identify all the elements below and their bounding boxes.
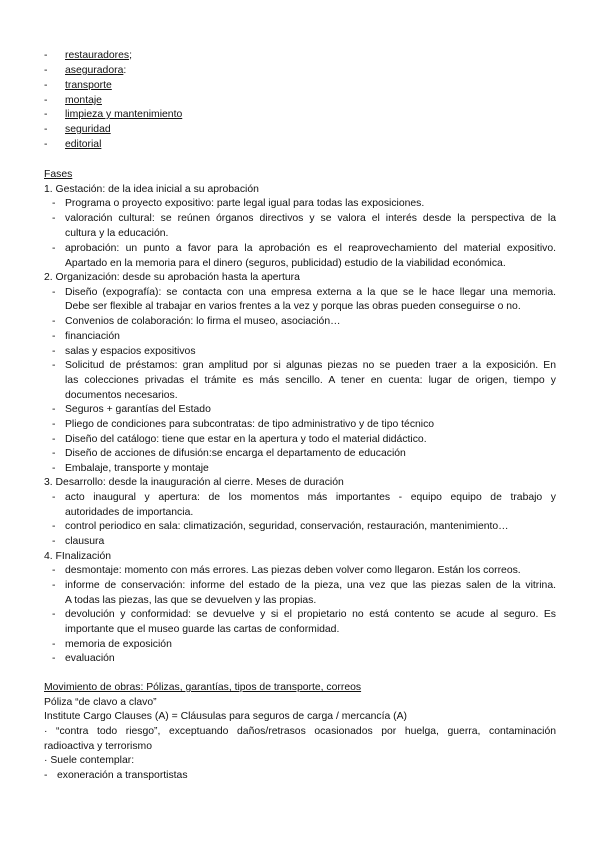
phase-title: 3. Desarrollo: desde la inauguración al cierre. Meses de duración [44, 477, 344, 488]
bullet-dash: - [52, 243, 56, 254]
list-item-label: aseguradora [65, 65, 124, 76]
phase-item-continuation: autoridades de importancia. [65, 507, 194, 518]
phase-item-continuation: las colecciones privadas el trámite es más sencillo. A tener en cuenta: lugar de origen, tiempo y [65, 375, 556, 386]
phase-item: informe de conservación: informe del estado de la pieza, una vez que las piezas salen de la vitrina. [65, 580, 556, 591]
phase-item: memoria de exposición [65, 639, 172, 650]
movimiento-heading: Movimiento de obras: Pólizas, garantías, tipos de transporte, correos [44, 682, 362, 693]
poliza-line: Póliza “de clavo a clavo” [44, 697, 157, 708]
bullet-dash: - [52, 653, 56, 664]
bullet-dash: - [52, 609, 56, 620]
phase-item-continuation: Apartado en la memoria para el dinero (seguros, publicidad) estudio de la viabilidad económica. [65, 258, 506, 269]
phase-item: Convenios de colaboración: lo firma el museo, asociación… [65, 316, 341, 327]
institute-line: Institute Cargo Clauses (A) = Cláusulas para seguros de carga / mercancía (A) [44, 711, 407, 722]
bullet-dash: - [52, 404, 56, 415]
list-item-label: montaje [65, 95, 102, 106]
suele-line: · Suele contemplar: [44, 755, 135, 766]
phase-item: financiación [65, 331, 120, 342]
bullet-dash: - [52, 346, 56, 357]
phase-item-continuation: Debe ser flexible al trabajar en varios frentes a la vez y porque las obras pueden conseguirse o no. [65, 301, 521, 312]
bullet-dash: - [52, 434, 56, 445]
list-item-label: limpieza y mantenimiento [65, 109, 183, 120]
list-item-label: transporte [65, 80, 112, 91]
phase-item-continuation: A todas las piezas, las que se devuelven y las propias. [65, 595, 317, 606]
phase-item: Diseño (expografía): se contacta con una empresa externa a la que se le hace llegar una memoria. [65, 287, 556, 298]
list-item: - limpieza y mantenimiento [44, 109, 183, 120]
phase-item: Embalaje, transporte y montaje [65, 463, 209, 474]
list-item: - seguridad [44, 124, 111, 135]
todo-riesgo-continuation: radioactiva y terrorismo [44, 741, 152, 752]
phase-title: 4. FInalización [44, 551, 111, 562]
bullet-dash: - [44, 770, 48, 781]
bullet-dash: - [52, 331, 56, 342]
list-item-label: restauradores [65, 50, 130, 61]
phase-item: devolución y conformidad: se devuelve y si el propietario no está contento se acude al seguro. Es [65, 609, 556, 620]
bullet-dash: - [52, 463, 56, 474]
list-item: - transporte [44, 80, 112, 91]
bullet-dash: - [52, 565, 56, 576]
bullet-dash: - [52, 360, 56, 371]
fases-heading: Fases [44, 169, 73, 180]
phase-item: Diseño de acciones de difusión:se encarga el departamento de educación [65, 448, 406, 459]
phase-item: Seguros + garantías del Estado [65, 404, 211, 415]
phase-item: Pliego de condiciones para subcontratas: de tipo administrativo y de tipo técnico [65, 419, 435, 430]
list-item: - editorial [44, 139, 102, 150]
bullet-dash: - [52, 580, 56, 591]
bullet-dash: - [52, 316, 56, 327]
phase-item: salas y espacios expositivos [65, 346, 196, 357]
bullet-dash: - [52, 536, 56, 547]
list-item-label: seguridad [65, 124, 111, 135]
bullet-dash: - [52, 419, 56, 430]
phase-item: desmontaje: momento con más errores. Las piezas deben volver como llegaron. Están los correos. [65, 565, 521, 576]
list-item-label: editorial [65, 139, 102, 150]
list-item: - aseguradora: [44, 65, 127, 76]
phase-item: control periodico en sala: climatización, seguridad, conservación, restauración, mantenimiento… [65, 521, 509, 532]
list-item: - montaje [44, 95, 102, 106]
bullet-dash: - [52, 448, 56, 459]
phase-title: 1. Gestación: de la idea inicial a su aprobación [44, 184, 259, 195]
bullet-dash: - [52, 198, 56, 209]
bullet-dash: - [52, 213, 56, 224]
phase-item: acto inaugural y apertura: de los momentos más importantes - equipo equipo de trabajo y [65, 492, 556, 503]
bullet-dash: - [52, 639, 56, 650]
phase-item: aprobación: un punto a favor para la aprobación es el reaprovechamiento del material expositivo. [65, 243, 556, 254]
exoneracion-line: exoneración a transportistas [57, 770, 188, 781]
todo-riesgo-line: · “contra todo riesgo”, exceptuando daños/retrasos ocasionados por huelga, guerra, contaminación [44, 726, 556, 737]
phase-title: 2. Organización: desde su aprobación hasta la apertura [44, 272, 300, 283]
phase-item-continuation: documentos necesarios. [65, 390, 178, 401]
phase-item: clausura [65, 536, 105, 547]
bullet-dash: - [52, 287, 56, 298]
phase-item: valoración cultural: se reúnen órganos directivos y se valora el interés desde la perspectiva de la [65, 213, 556, 224]
phase-item: Solicitud de préstamos: gran amplitud por si algunas piezas no se pueden traer a la exposición. En [65, 360, 556, 371]
bullet-dash: - [52, 492, 56, 503]
phase-item-continuation: importante que el museo guarde las cartas de conformidad. [65, 624, 340, 635]
phase-item: Diseño del catálogo: tiene que estar en la apertura y todo el material didáctico. [65, 434, 427, 445]
list-item: - restauradores; [44, 50, 133, 61]
bullet-dash: - [52, 521, 56, 532]
phase-item-continuation: cultura y la educación. [65, 228, 169, 239]
phase-item: Programa o proyecto expositivo: parte legal igual para todas las exposiciones. [65, 198, 425, 209]
phase-item: evaluación [65, 653, 115, 664]
